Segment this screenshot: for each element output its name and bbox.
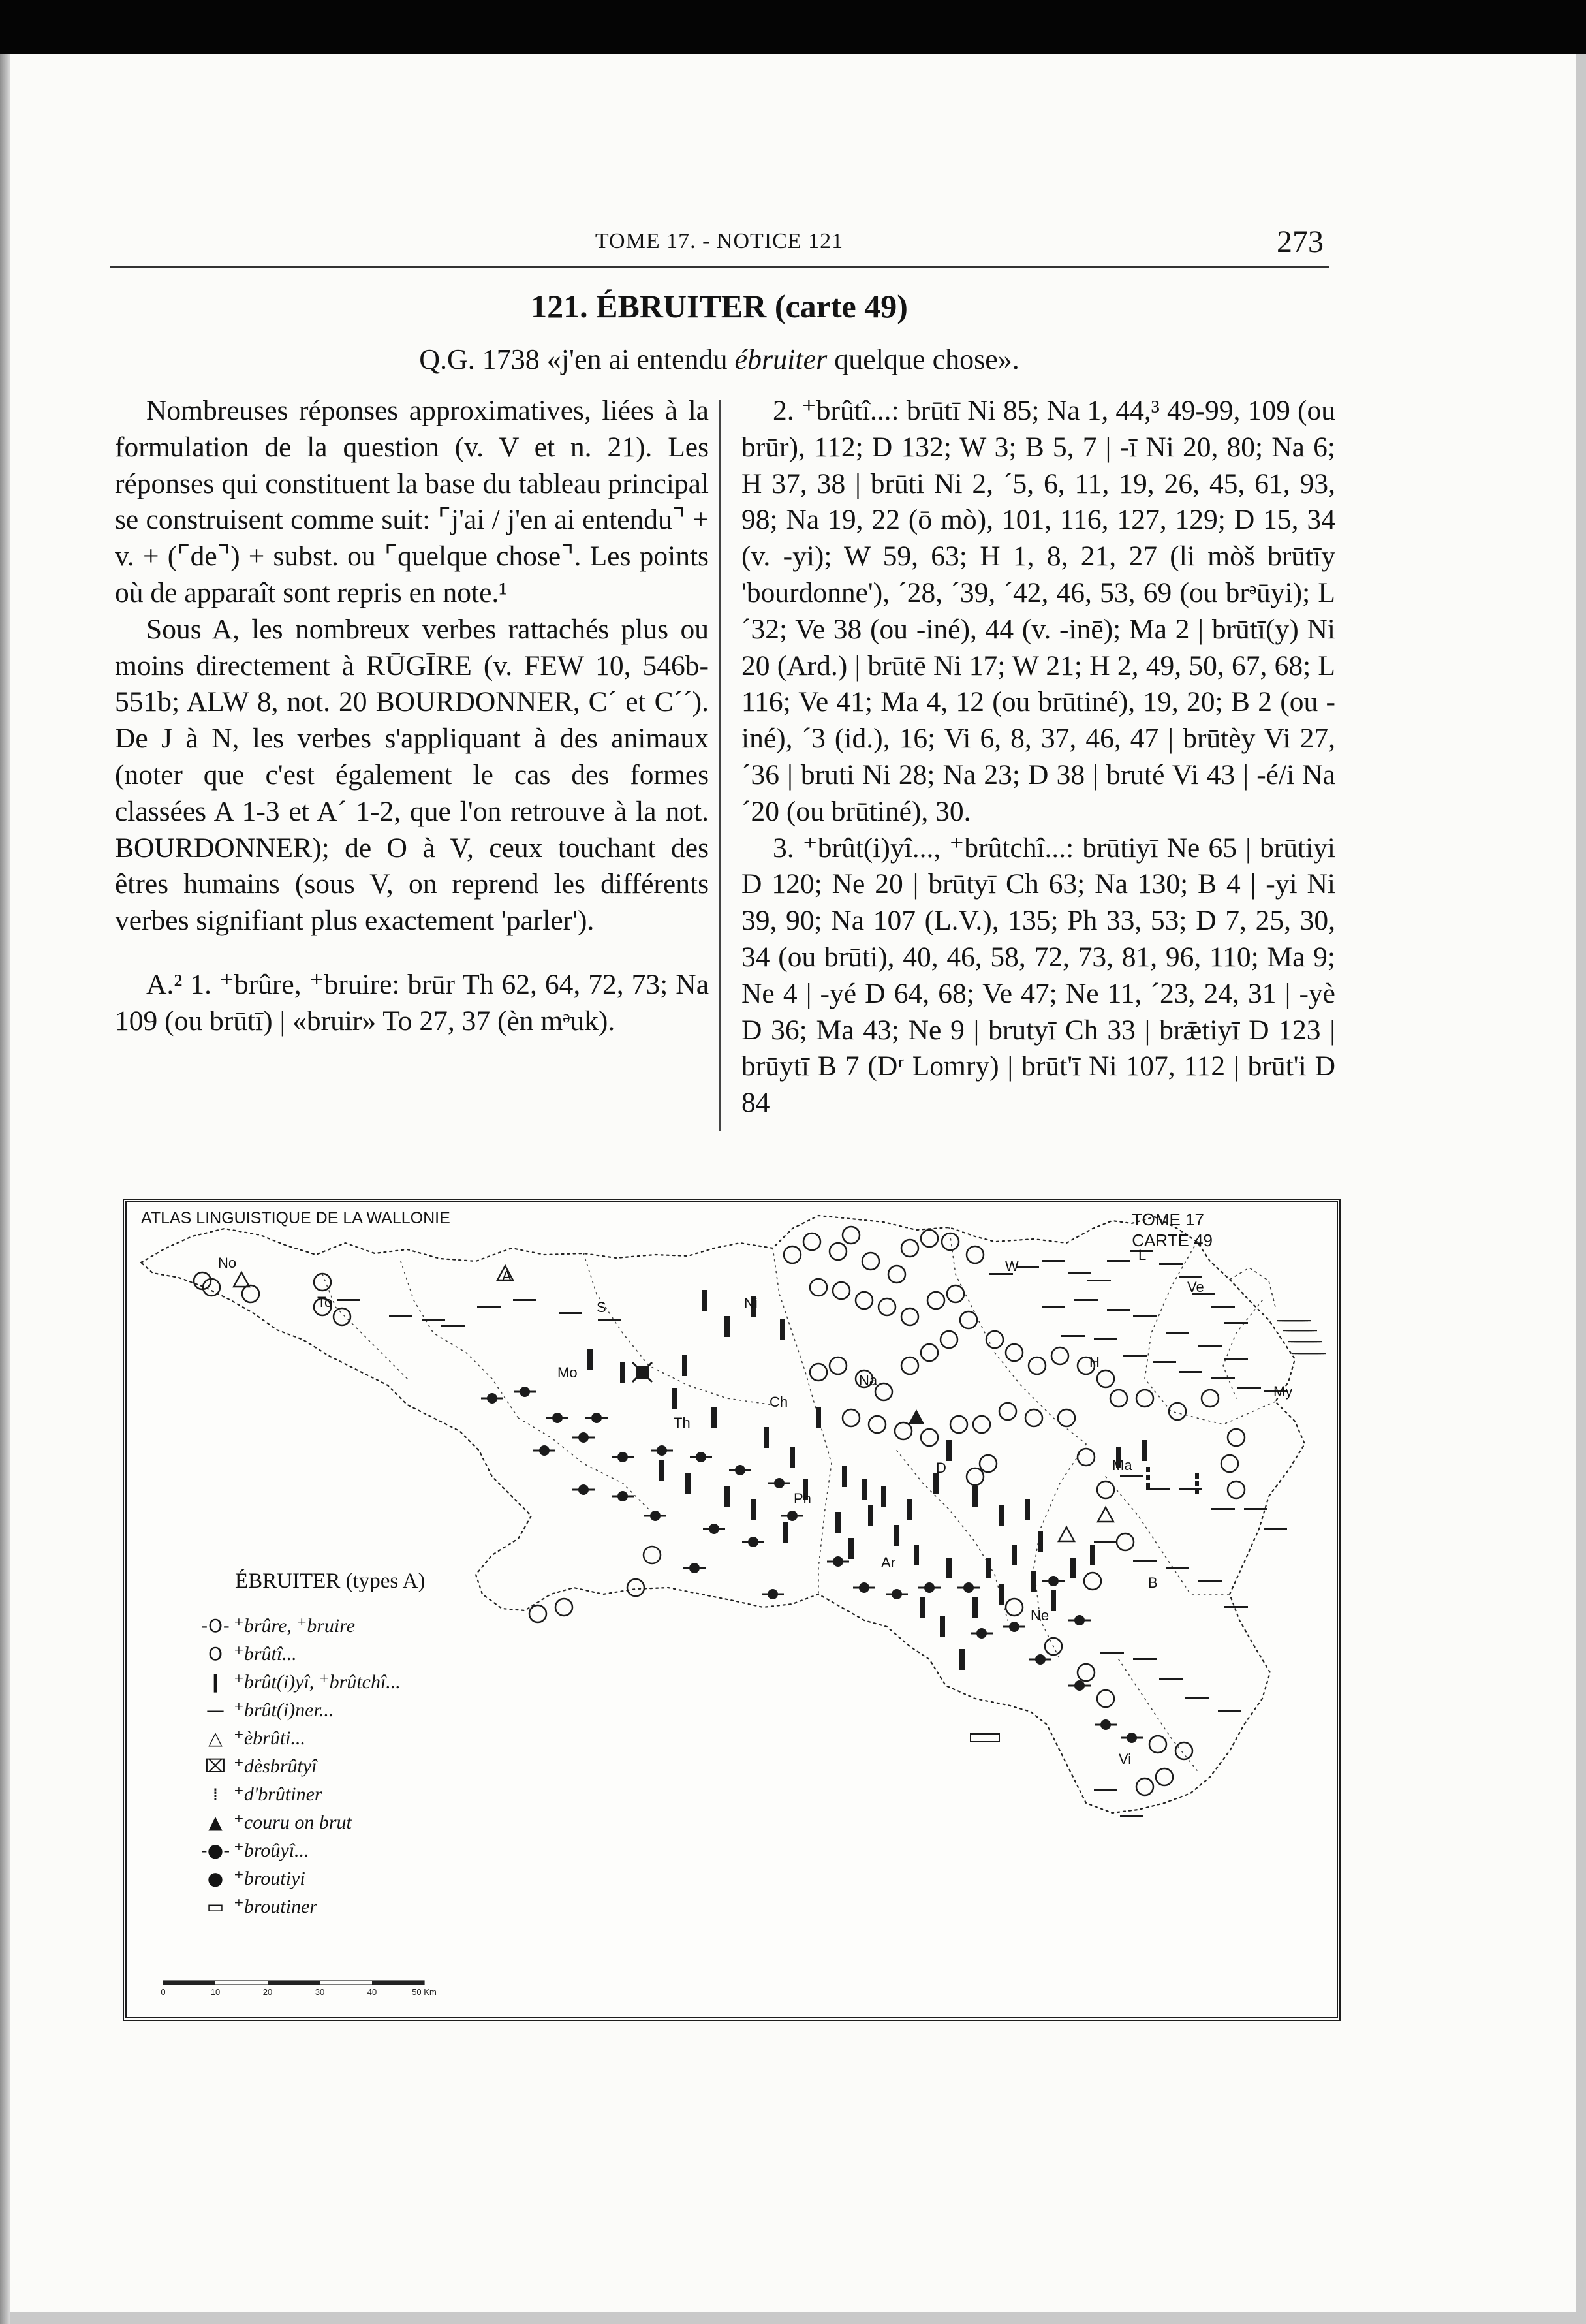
legend-label: ⁺broûyî... <box>234 1840 309 1861</box>
vertical-bar-icon: ❙ <box>208 1671 223 1693</box>
scan-left-edge <box>0 54 10 2324</box>
legend-item <box>197 1864 425 1892</box>
legend-label: ⁺èbrûti... <box>234 1727 305 1749</box>
legend-label: ⁺d'brûtiner <box>234 1783 322 1805</box>
legend-label: ⁺dèsbrûtyî <box>234 1755 317 1777</box>
map-scale <box>159 1978 440 1998</box>
left-paragraph-3: A.² 1. ⁺brûre, ⁺bruire: brūr Th 62, 64, 72, 73; Na 109 (ou brūtī) | «bruir» To 27, 37 (èn mᵊuk). <box>115 968 709 1037</box>
legend-item <box>197 1612 425 1640</box>
question-verb: ébruiter <box>734 343 828 375</box>
questionnaire-entry <box>110 343 1329 376</box>
right-paragraph-2: 3. ⁺brût(i)yî..., ⁺brûtchî...: brūtiyī Ne 65 | brūtiyi D 120; Ne 20 | brūtyī Ch 63; Na 130; B 4 | -yi Ni 39, 90; Na 107 (L.V.), 135; Ph 33, 53; D 7, 25, 30, 34 (ou brūti), 40, 46, 58, 72, 73, 81, 96, 110; Ma 9; Ne 4 | -yé D 64, 68; Ve 47; Ne 11, ´23, 24, 31 | -yè D 36; Ma 43; Ne 9 | brutyī Ch 33 | brǣtiyī D 123 | brūytī B 7 (Dʳ Lomry) | brūt'ī Ni 107, 112 | brūt'i D 84 <box>741 832 1335 1119</box>
question-prefix: Q.G. 1738 «j'en ai entendu <box>419 343 735 375</box>
notice-title: 121. ÉBRUITER (carte 49) <box>531 288 908 324</box>
crossed-square-icon: ⌧ <box>204 1755 226 1777</box>
region-code-Ch: Ch <box>770 1394 788 1410</box>
left-paragraph-2: Sous A, les nombreux verbes rattachés plus ou moins directement à RŪGĪRE (v. FEW 10, 546b-551b; ALW 8, not. 20 BOURDONNER, C´ et C´´). De J à N, les verbes s'appliquant à des animaux (noter que c'est également le cas des formes classées A 1-3 et A´ 1-2, que l'on retrouve à la not. BOURDONNER); de O à V, ceux touchant des êtres humains (sous V, on reprend les différents verbes signifiant plus exactement 'parler'). <box>115 613 709 937</box>
legend-label: ⁺brût(i)yî, ⁺brûtchî... <box>234 1671 401 1693</box>
atlas-title: ATLAS LINGUISTIQUE DE LA WALLONIE <box>141 1209 450 1227</box>
column-divider <box>719 400 721 1131</box>
legend-label: ⁺broutiyi <box>234 1868 305 1889</box>
map-tome-label <box>1132 1209 1213 1251</box>
region-code-Ar: Ar <box>881 1554 895 1571</box>
region-code-Mo: Mo <box>557 1364 578 1381</box>
legend-item <box>197 1892 425 1921</box>
question-suffix: quelque chose». <box>827 343 1019 375</box>
right-paragraph-1: 2. ⁺brûtî...: brūtī Ni 85; Na 1, 44,³ 49-99, 109 (ou brūr), 112; D 132; W 3; B 5, 7 | -ī Ni 20, 80; Na 6; H 37, 38 | brūti Ni 2, ´5, 6, 11, 19, 26, 45, 61, 93, 98; Na 19, 22 (ō mò), 101, 116, 127, 129; D 15, 34 (v. -yi); W 59, 63; H 1, 8, 21, 27 (li mòš brūtīy 'bourdonne'), ´28, ´39, ´42, 46, 53, 69 (ou brᵊūyi); L ´32; Ve 38 (ou -iné), 44 (v. -inē); Ma 2 | brūtī(y) Ni 20 (Ard.) | brūtē Ni 17; W 21; H 2, 49, 50, 67, 68; L 116; Ve 41; Ma 4, 12 (ou brūtiné), 19, 20; B 2 (ou -iné), ´3 (id.), 16; Vi 6, 8, 37, 46, 47 | brūtèy Vi 27, ´36 | bruti Ni 28; Na 23; D 38 | bruté Vi 43 | -é/i Na ´20 (ou brūtiné), 30. <box>741 395 1335 827</box>
region-code-Ph: Ph <box>794 1490 811 1507</box>
legend-label: ⁺broutiner <box>234 1896 318 1917</box>
region-code-Ni: Ni <box>744 1295 758 1311</box>
legend-label: ⁺brûre, ⁺bruire <box>234 1615 356 1637</box>
left-paragraph-1: Nombreuses réponses approximatives, liées à la formulation de la question (v. V et n. 21). Les réponses qui constituent la base du tableau principal se construisent comme suit: ⌜j'ai / j'en ai entendu⌝ + v. + (⌜de⌝) + subst. ou ⌜quelque chose⌝. Les points où de apparaît sont repris en note.¹ <box>115 395 709 608</box>
region-code-My: My <box>1273 1383 1293 1400</box>
circle-with-stem-icon: -O- <box>201 1615 230 1637</box>
right-column <box>741 393 1335 1122</box>
region-code-W: W <box>1005 1258 1019 1274</box>
open-triangle-icon: △ <box>208 1727 223 1749</box>
map-tome: TOME 17 <box>1132 1210 1204 1229</box>
dotted-bar-icon: ⁞ <box>212 1783 219 1805</box>
page-number: 273 <box>1277 225 1324 259</box>
linguistic-map <box>123 1199 1341 2021</box>
region-code-D: D <box>936 1460 946 1476</box>
region-code-Na: Na <box>859 1372 878 1389</box>
region-code-L: L <box>1138 1247 1147 1263</box>
legend-item <box>197 1696 425 1724</box>
region-code-To: To <box>317 1294 333 1310</box>
legend-item <box>197 1668 425 1696</box>
legend-item <box>197 1724 425 1752</box>
region-code-Ve: Ve <box>1187 1279 1204 1295</box>
header-rule <box>110 266 1329 268</box>
map-carte: CARTE 49 <box>1132 1231 1213 1250</box>
legend-item <box>197 1640 425 1668</box>
map-legend <box>197 1569 425 1921</box>
legend-item <box>197 1752 425 1780</box>
scale-label: 40 <box>367 1987 377 1997</box>
scale-label: 50 Km <box>412 1987 437 1997</box>
legend-label: ⁺brûtî... <box>234 1643 297 1665</box>
legend-title: ÉBRUITER (types A) <box>235 1569 426 1593</box>
scan-top-border <box>0 0 1586 54</box>
legend-label: ⁺couru on brut <box>234 1812 352 1833</box>
region-code-No: No <box>218 1255 237 1271</box>
scale-label: 30 <box>315 1987 325 1997</box>
crossed-filled-circle-icon: -●- <box>200 1840 230 1861</box>
open-circle-icon: O <box>208 1643 223 1665</box>
open-rectangle-icon: ▭ <box>206 1896 225 1917</box>
scale-label: 0 <box>161 1987 166 1997</box>
region-code-Th: Th <box>674 1415 691 1431</box>
legend-item <box>197 1780 425 1808</box>
horizontal-dash-icon: — <box>206 1699 225 1721</box>
running-title: TOME 17. - NOTICE 121 <box>595 229 844 253</box>
region-code-Ne: Ne <box>1031 1607 1050 1624</box>
region-code-S: S <box>597 1299 606 1315</box>
filled-circle-icon: ● <box>207 1868 224 1889</box>
scale-label: 10 <box>210 1987 221 1997</box>
legend-label: ⁺brût(i)ner... <box>234 1699 334 1721</box>
scale-label: 20 <box>262 1987 273 1997</box>
running-head <box>110 224 1329 263</box>
region-code-B: B <box>1148 1575 1158 1591</box>
region-code-A: A <box>502 1268 512 1284</box>
region-code-Ma: Ma <box>1112 1457 1132 1473</box>
region-code-Vi: Vi <box>1119 1751 1132 1767</box>
filled-triangle-icon: ▲ <box>208 1812 223 1833</box>
legend-item <box>197 1808 425 1836</box>
left-column <box>115 393 709 1040</box>
legend-item <box>197 1836 425 1864</box>
scale-bar <box>159 1978 440 1998</box>
legend-rows <box>197 1612 425 1921</box>
region-code-H: H <box>1089 1354 1100 1370</box>
